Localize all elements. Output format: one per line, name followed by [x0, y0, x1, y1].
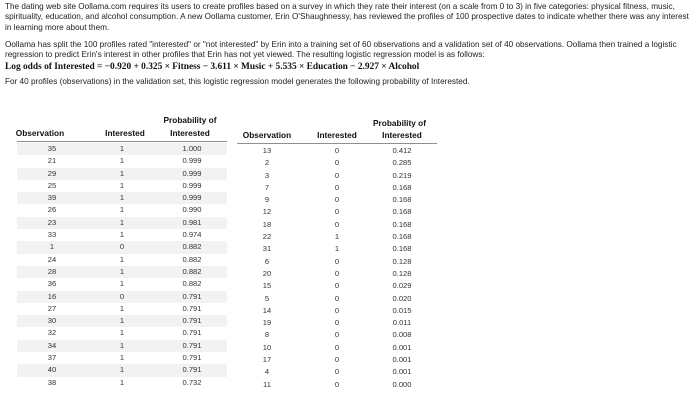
table-cell: 0.791 — [157, 340, 227, 352]
table-cell: 17 — [262, 355, 272, 365]
table-cell: 36 — [47, 279, 57, 289]
table-cell: 1 — [87, 340, 157, 352]
table-cell: 0 — [334, 281, 340, 291]
table-cell: 39 — [17, 192, 87, 204]
table-cell: 0.999 — [182, 156, 202, 166]
table-cell: 37 — [47, 353, 57, 363]
table-cell: 0 — [334, 367, 340, 377]
table-cell: 0.008 — [392, 330, 412, 340]
table-cell: 0.001 — [392, 342, 412, 352]
table-cell: 0.999 — [182, 180, 202, 190]
table-cell: 30 — [17, 315, 87, 327]
table-cell: 0.168 — [392, 207, 412, 217]
table-cell: 0.791 — [182, 303, 202, 313]
table-cell: 0 — [334, 293, 340, 303]
table-cell: 0.882 — [157, 241, 227, 253]
table-cell: 0.029 — [392, 281, 412, 291]
table-cell: 23 — [17, 217, 87, 229]
table-cell: 0.001 — [392, 367, 412, 377]
table-cell: 1 — [119, 279, 125, 289]
table-cell: 35 — [17, 143, 87, 155]
table-cell: 13 — [262, 146, 272, 155]
header-interested-left: Interested — [105, 128, 145, 138]
table-cell: 15 — [262, 281, 272, 291]
table-cell: 0.000 — [392, 379, 412, 389]
table-cell: 3 — [264, 170, 270, 180]
probability-table — [5, 115, 445, 411]
header-rule-right — [237, 143, 437, 144]
table-cell: 0.882 — [157, 266, 227, 278]
table-cell: 25 — [47, 180, 57, 190]
table-cell: 8 — [264, 330, 270, 340]
header-probability-left: Interested — [170, 128, 210, 138]
table-cell: 0 — [334, 256, 340, 266]
table-cell: 1 — [119, 230, 125, 240]
table-cell: 0.999 — [157, 192, 227, 204]
table-cell: 0.001 — [392, 355, 412, 365]
table-cell: 18 — [262, 219, 272, 229]
table-cell: 0.011 — [392, 318, 412, 328]
table-cell: 5 — [264, 293, 270, 303]
table-cell: 2 — [264, 158, 270, 168]
table-cell: 6 — [264, 256, 270, 266]
table-cell: 0.219 — [392, 170, 412, 180]
table-cell: 0.732 — [182, 377, 202, 387]
table-cell: 0.412 — [392, 146, 412, 155]
table-cell: 1 — [119, 303, 125, 313]
table-cell: 0 — [87, 291, 157, 303]
table-cell: 0 — [334, 158, 340, 168]
table-cell: 19 — [262, 318, 272, 328]
table-cell: 0 — [334, 219, 340, 229]
column-observation-right — [237, 145, 297, 391]
table-cell: 0.015 — [392, 305, 412, 315]
table-cell: 0.999 — [157, 168, 227, 180]
table-cell: 1 — [119, 328, 125, 338]
table-cell: 4 — [264, 367, 270, 377]
table-cell: 0 — [334, 305, 340, 315]
column-probability-right — [372, 145, 432, 391]
header-observation-left: Observation — [15, 128, 65, 138]
table-cell: 0.990 — [182, 205, 202, 215]
table-cell: 0.981 — [157, 217, 227, 229]
table-cell: 1 — [119, 156, 125, 166]
header-probability-top-left: Probability of — [163, 115, 217, 125]
intro-paragraph-2: Oollama has split the 100 profiles rated "interested" or "not interested" by Erin into a training set of 60 observations and a validation set of 40 observations. Oollama then trained a logistic regression to predict Erin's interest in other profiles that Erin has not yet viewed. The resulting logistic regression model is as follows: — [5, 39, 677, 59]
table-cell: 1.000 — [157, 143, 227, 155]
table-cell: 0.791 — [182, 353, 202, 363]
table-cell: 0.285 — [392, 158, 412, 168]
table-cell: 0 — [334, 318, 340, 328]
table-cell: 0.168 — [392, 195, 412, 205]
table-cell: 24 — [47, 254, 57, 264]
table-cell: 20 — [262, 268, 272, 278]
table-cell: 1 — [334, 232, 340, 242]
table-cell: 38 — [47, 377, 57, 387]
table-cell: 14 — [262, 305, 272, 315]
table-cell: 0 — [334, 268, 340, 278]
table-cell: 0 — [334, 170, 340, 180]
table-cell: 0.128 — [392, 256, 412, 266]
table-cell: 32 — [47, 328, 57, 338]
table-cell: 0.791 — [157, 291, 227, 303]
table-cell: 9 — [264, 195, 270, 205]
table-cell: 0 — [334, 355, 340, 365]
table-cell: 10 — [262, 342, 272, 352]
table-cell: 0 — [334, 379, 340, 389]
header-probability-top-right: Probability of — [372, 118, 426, 128]
table-cell: 12 — [262, 207, 272, 217]
table-cell: 28 — [17, 266, 87, 278]
header-observation-right: Observation — [242, 130, 292, 140]
table-cell: 0.882 — [182, 279, 202, 289]
table-cell: 0.882 — [182, 254, 202, 264]
table-cell: 1 — [119, 205, 125, 215]
table-cell: 27 — [47, 303, 57, 313]
table-cell: 31 — [262, 244, 272, 254]
table-cell: 16 — [17, 291, 87, 303]
intro-paragraph-1: The dating web site Oollama.com requires its users to create profiles based on a survey in which they rate their interest (on a scale from 0 to 3) in five categories: physical fitness, music, spirituality, education, and alcohol consumption. A new Oollama customer, Erin O'Shaughnessy, has reviewed the profiles of 100 prospective dates to indicate whether there was any interest in learning more about them. — [5, 2, 689, 32]
table-cell: 21 — [47, 156, 57, 166]
table-cell: 1 — [87, 364, 157, 376]
table-cell: 0 — [334, 195, 340, 205]
table-cell: 0.791 — [182, 328, 202, 338]
table-cell: 22 — [262, 232, 272, 242]
table-cell: 1 — [119, 353, 125, 363]
table-cell: 0.168 — [392, 182, 412, 192]
table-cell: 0 — [334, 182, 340, 192]
table-cell: 40 — [17, 364, 87, 376]
table-cell: 0 — [334, 207, 340, 217]
column-interested-left — [87, 143, 157, 389]
table-cell: 1 — [119, 254, 125, 264]
table-cell: 1 — [119, 377, 125, 387]
table-cell: 0.168 — [392, 219, 412, 229]
table-cell: 1 — [87, 266, 157, 278]
column-probability-left — [157, 143, 227, 389]
header-interested-right: Interested — [317, 130, 357, 140]
model-equation: Log odds of Interested = −0.920 + 0.325 × Fitness − 3.611 × Music + 5.535 × Education − 2.927 × Alcohol — [5, 62, 420, 73]
table-cell: 0 — [87, 241, 157, 253]
table-cell: 1 — [119, 180, 125, 190]
table-cell: 0.128 — [392, 268, 412, 278]
table-cell: 0.020 — [392, 293, 412, 303]
table-cell: 29 — [17, 168, 87, 180]
table-cell: 0 — [334, 330, 340, 340]
table-cell: 0.791 — [157, 364, 227, 376]
table-cell: 0.168 — [392, 244, 412, 254]
table-cell: 1 — [87, 143, 157, 155]
table-cell: 1 — [87, 315, 157, 327]
table-cell: 0.974 — [182, 230, 202, 240]
table-cell: 0.168 — [392, 232, 412, 242]
table-cell: 1 — [87, 217, 157, 229]
intro-paragraph-3: For 40 profiles (observations) in the validation set, this logistic regression model generates the following probability of Interested. — [5, 77, 470, 86]
header-rule-left — [17, 141, 227, 142]
table-cell: 1 — [17, 241, 87, 253]
table-cell: 1 — [87, 192, 157, 204]
table-cell: 11 — [263, 379, 271, 389]
table-cell: 7 — [264, 182, 270, 192]
table-cell: 0 — [334, 146, 340, 155]
table-cell: 0.791 — [157, 315, 227, 327]
column-interested-right — [307, 145, 367, 391]
table-cell: 33 — [47, 230, 57, 240]
header-probability-right: Interested — [382, 130, 422, 140]
table-cell: 34 — [17, 340, 87, 352]
table-cell: 0 — [334, 342, 340, 352]
table-cell: 26 — [47, 205, 57, 215]
table-cell: 1 — [334, 244, 340, 254]
column-observation-left — [17, 143, 87, 389]
problem-intro — [5, 2, 695, 87]
table-cell: 1 — [87, 168, 157, 180]
